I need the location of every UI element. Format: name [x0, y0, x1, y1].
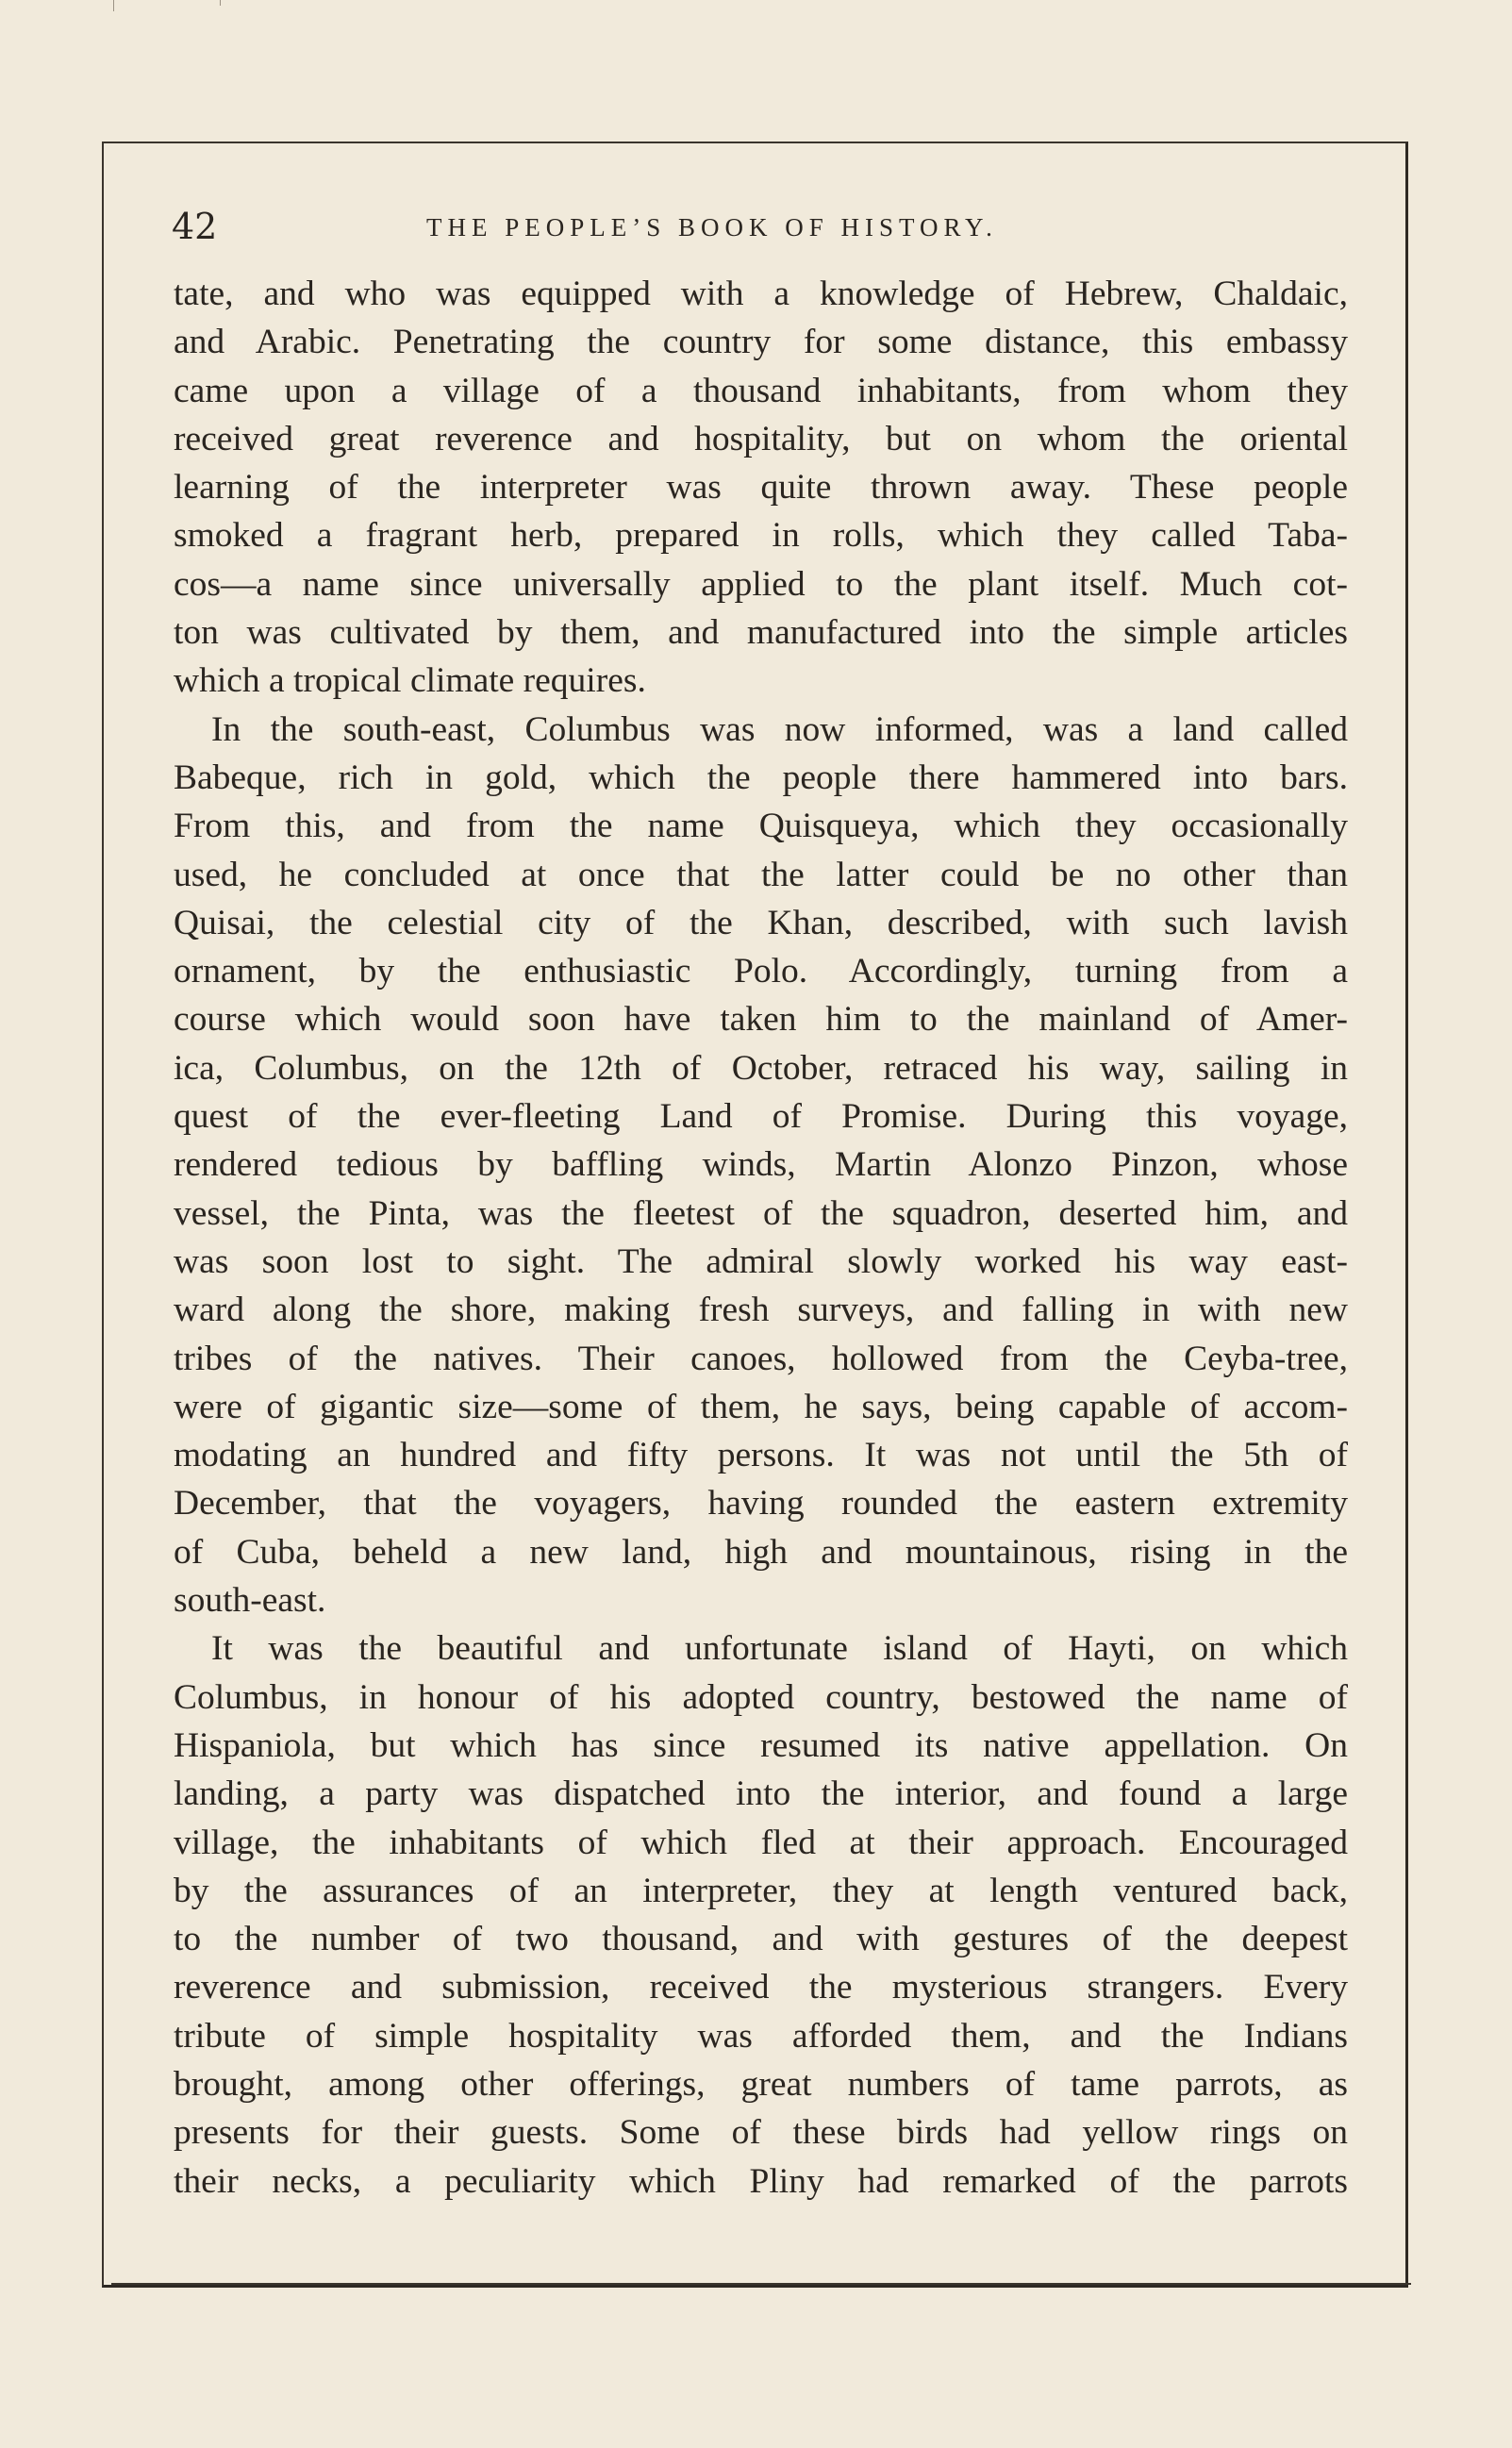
- text-line: In the south-east, Columbus was now informed, was a land called: [211, 709, 1348, 749]
- text-line: tribes of the natives. Their canoes, hollowed from the Ceyba-tree,: [174, 1339, 1348, 1378]
- text-line: reverence and submission, received the mysterious strangers. Every: [174, 1968, 1348, 2007]
- text-line: learning of the interpreter was quite thrown away. These people: [174, 468, 1348, 508]
- text-line: smoked a fragrant herb, prepared in rolls, which they called Taba-: [174, 516, 1348, 556]
- text-line: ton was cultivated by them, and manufactured into the simple articles: [174, 613, 1348, 653]
- text-line: to the number of two thousand, and with gestures of the deepest: [174, 1920, 1348, 1959]
- paper-speck: [113, 0, 114, 11]
- paper-speck: [220, 0, 221, 6]
- text-line: Columbus, in honour of his adopted country, bestowed the name of: [174, 1677, 1348, 1717]
- page-number: 42: [172, 206, 218, 247]
- text-line: village, the inhabitants of which fled at their approach. Encouraged: [174, 1823, 1348, 1862]
- text-line: used, he concluded at once that the latter could be no other than: [174, 855, 1348, 894]
- text-line: brought, among other offerings, great numbers of tame parrots, as: [174, 2064, 1348, 2104]
- text-line: vessel, the Pinta, was the fleetest of the squadron, deserted him, and: [174, 1193, 1348, 1233]
- text-line: ornament, by the enthusiastic Polo. Accordingly, turning from a: [174, 952, 1348, 991]
- text-line: presents for their guests. Some of these birds had yellow rings on: [174, 2113, 1348, 2153]
- text-line: rendered tedious by baffling winds, Martin Alonzo Pinzon, whose: [174, 1145, 1348, 1185]
- text-line: received great reverence and hospitality, but on whom the oriental: [174, 419, 1348, 458]
- text-line: were of gigantic size—some of them, he says, being capable of accom-: [174, 1387, 1348, 1426]
- text-line: Hispaniola, but which has since resumed its native appellation. On: [174, 1725, 1348, 1765]
- text-line: by the assurances of an interpreter, they at length ventured back,: [174, 1871, 1348, 1910]
- text-line: ward along the shore, making fresh surveys, and falling in with new: [174, 1291, 1348, 1330]
- text-line: south-east.: [174, 1576, 1348, 1624]
- page-header: [172, 206, 1351, 253]
- text-line: landing, a party was dispatched into the interior, and found a large: [174, 1774, 1348, 1814]
- running-head: THE PEOPLE’S BOOK OF HISTORY.: [426, 213, 998, 241]
- text-line: From this, and from the name Quisqueya, which they occasionally: [174, 807, 1348, 846]
- text-line: was soon lost to sight. The admiral slowly worked his way east-: [174, 1241, 1348, 1281]
- text-line: It was the beautiful and unfortunate island of Hayti, on which: [211, 1629, 1348, 1669]
- text-line: December, that the voyagers, having rounded the eastern extremity: [174, 1484, 1348, 1524]
- text-line: tate, and who was equipped with a knowledge of Hebrew, Chaldaic,: [174, 275, 1348, 313]
- text-line: ica, Columbus, on the 12th of October, retraced his way, sailing in: [174, 1048, 1348, 1088]
- text-line: of Cuba, beheld a new land, high and mountainous, rising in the: [174, 1532, 1348, 1572]
- text-line: Quisai, the celestial city of the Khan, described, with such lavish: [174, 903, 1348, 942]
- text-line: Babeque, rich in gold, which the people there hammered into bars.: [174, 758, 1348, 797]
- text-line: modating an hundred and fifty persons. It was not until the 5th of: [174, 1436, 1348, 1475]
- text-line: and Arabic. Penetrating the country for some distance, this embassy: [174, 323, 1348, 362]
- text-line: came upon a village of a thousand inhabitants, from whom they: [174, 371, 1348, 410]
- text-line: tribute of simple hospitality was afforded them, and the Indians: [174, 2016, 1348, 2056]
- text-line: course which would soon have taken him to the mainland of Amer-: [174, 1000, 1348, 1040]
- text-line: cos—a name since universally applied to the plant itself. Much cot-: [174, 564, 1348, 604]
- body-text: [174, 270, 1348, 2206]
- page-border-bottom-rule: [111, 2283, 1411, 2285]
- text-line: quest of the ever-fleeting Land of Promise. During this voyage,: [174, 1097, 1348, 1137]
- text-line: which a tropical climate requires.: [174, 661, 646, 701]
- text-line: their necks, a peculiarity which Pliny had remarked of the parrots: [174, 2161, 1348, 2201]
